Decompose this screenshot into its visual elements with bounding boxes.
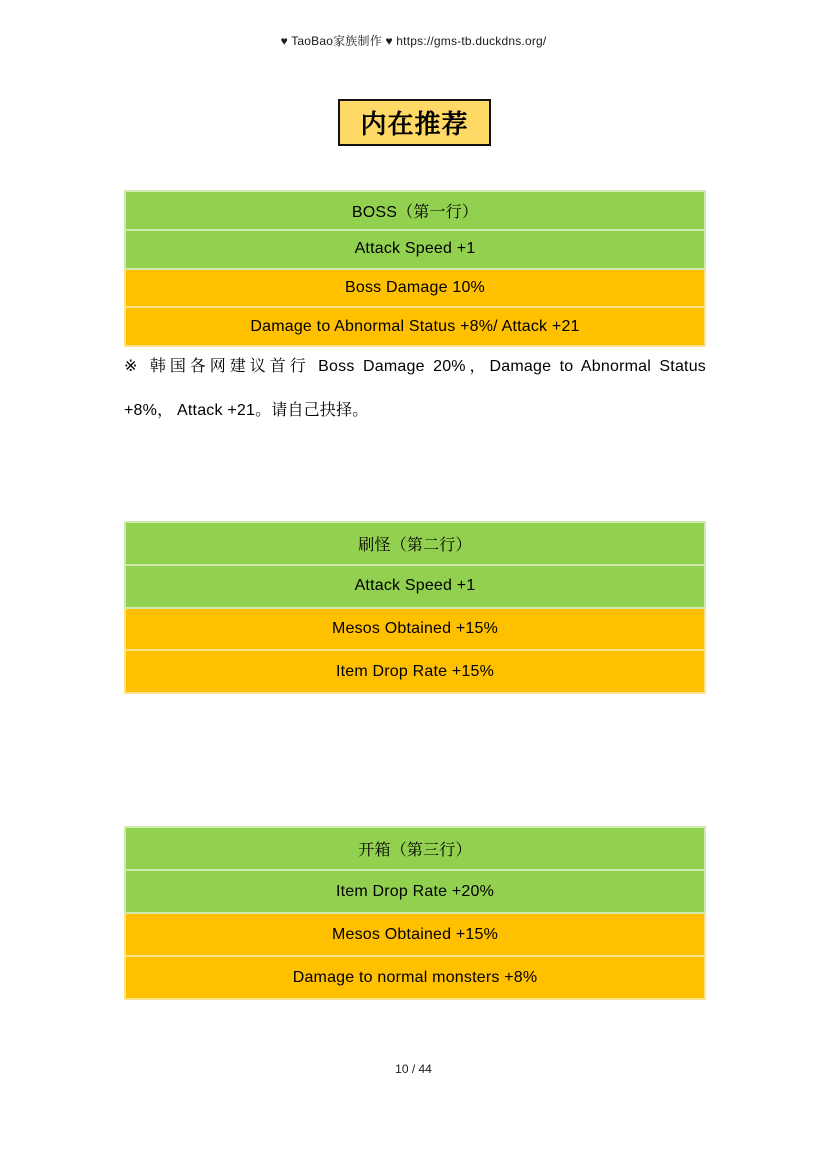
table-boss <box>124 190 706 347</box>
table-row: Item Drop Rate +20% <box>124 871 706 914</box>
table-row: Attack Speed +1 <box>124 231 706 270</box>
table-header-row: BOSS（第一行） <box>124 190 706 231</box>
table-row: Damage to Abnormal Status +8%/ Attack +21 <box>124 308 706 347</box>
table-row: Mesos Obtained +15% <box>124 914 706 957</box>
table-header-row: 刷怪（第二行） <box>124 521 706 566</box>
table-header-row: 开箱（第三行） <box>124 826 706 871</box>
table-mob-farming <box>124 521 706 694</box>
page-title: 内在推荐 <box>338 99 491 146</box>
note-line-1: ※ 韩国各网建议首行 Boss Damage 20%，Damage to Abnormal Status <box>124 358 706 375</box>
table-row: Item Drop Rate +15% <box>124 651 706 694</box>
table-row: Damage to normal monsters +8% <box>124 957 706 1000</box>
table-row: Boss Damage 10% <box>124 270 706 309</box>
note-line-2: +8%， Attack +21。请自己抉择。 <box>124 402 369 419</box>
doc-header-line: ♥ TaoBao家族制作 ♥ https://gms-tb.duckdns.org/ <box>280 34 547 48</box>
table-row: Attack Speed +1 <box>124 566 706 609</box>
page-number: 10 / 44 <box>395 1062 432 1076</box>
table-row: Mesos Obtained +15% <box>124 609 706 652</box>
table-box-opening <box>124 826 706 1000</box>
